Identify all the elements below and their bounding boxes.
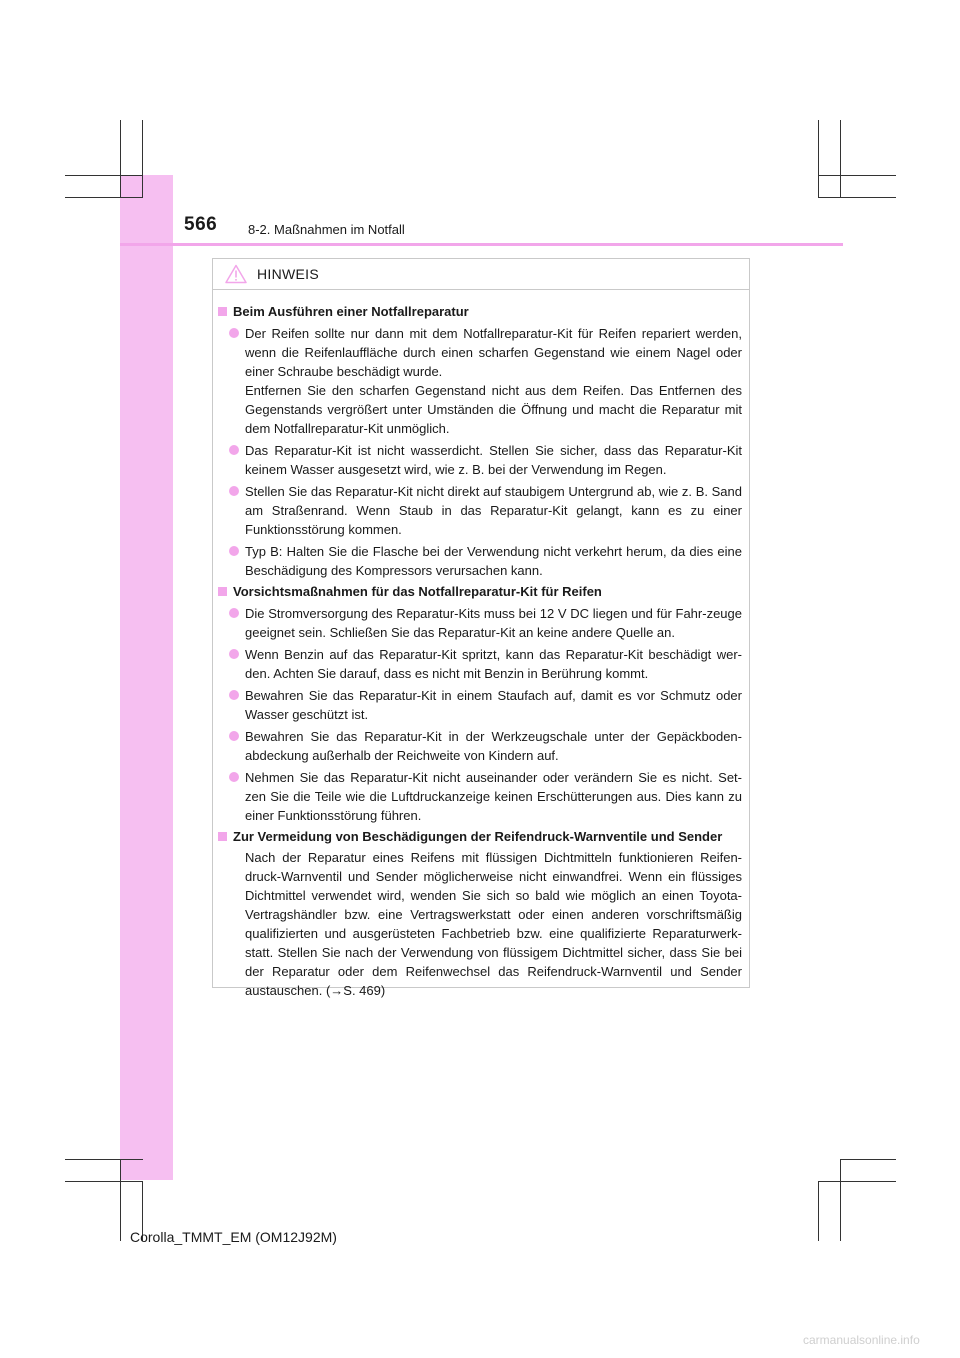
list-item [229, 324, 742, 438]
margin-color-band [120, 175, 173, 1180]
crop-mark [818, 120, 819, 198]
circle-bullet-icon [229, 546, 239, 556]
section-heading [217, 302, 742, 321]
circle-bullet-icon [229, 772, 239, 782]
crop-mark [65, 175, 143, 176]
crop-mark [818, 1181, 819, 1241]
list-item [229, 768, 742, 825]
notice-box [212, 258, 750, 998]
list-item [229, 604, 742, 642]
crop-mark [840, 1159, 841, 1241]
section-heading-text: Beim Ausführen einer Notfallreparatur [233, 304, 469, 319]
crop-mark [65, 1181, 143, 1182]
list-item-text: Der Reifen sollte nur dann mit dem Notfallreparatur-Kit für Reifen repariert werden, wenn die Reifenlauffläche durch einen scharfen Gegenstand wie einem Nagel oder einer Schraube beschädigt wurde. [245, 326, 742, 379]
list-item-text: Stellen Sie das Reparatur-Kit nicht direkt auf staubigem Untergrund ab, wie z. B. Sand am Straßenrand. Wenn Staub in das Reparatur-Kit gelangt, kann es zu einer Funktionsstörung kommen. [245, 484, 742, 537]
crop-mark [818, 197, 896, 198]
circle-bullet-icon [229, 649, 239, 659]
list-item-text: Nehmen Sie das Reparatur-Kit nicht auseinander oder verändern Sie es nicht. Set-zen Sie die Teile wie die Luftdruckanzeige keinen Erschütterungen aus. Dies kann zu einer Funktionsstörung führen. [245, 770, 742, 823]
paragraph: Nach der Reparatur eines Reifens mit flüssigen Dichtmitteln funktionieren Reifen-druck-Warnventil und Sender möglicherweise nicht einwandfrei. Wenn ein flüssiges Dichtmittel verwendet wird, wenden Sie sich so bald wie möglich an einen Toyota-Vertragshändler bzw. eine Vertragswerkstatt oder einen anderen vorschriftsmäßig qualifizierten und ausgerüsteten Fachbetrieb bzw. eine qualifizierte Reparaturwerk-statt. Stellen Sie nach der Verwendung von flüssigem Dichtmittel sicher, dass Sie bei der Reparatur oder dem Reifenwechsel das Reifendruck-Warnventil und Sender austauschen. (→S. 469) [245, 850, 742, 998]
square-bullet-icon [218, 832, 227, 841]
crop-mark [120, 1159, 121, 1241]
circle-bullet-icon [229, 486, 239, 496]
crop-mark [818, 175, 896, 176]
list-item [229, 686, 742, 724]
list-item-text: Typ B: Halten Sie die Flasche bei der Verwendung nicht verkehrt herum, da dies eine Beschädigung des Kompressors verursachen kann. [245, 544, 742, 578]
page-number: 566 [184, 214, 218, 235]
section-heading [217, 827, 742, 846]
list-item [229, 727, 742, 765]
list-item-text: Bewahren Sie das Reparatur-Kit in einem Staufach auf, damit es vor Schmutz oder Wasser geschützt ist. [245, 688, 742, 722]
document-code: Corolla_TMMT_EM (OM12J92M) [130, 1229, 337, 1245]
watermark: carmanualsonline.info [803, 1333, 920, 1347]
crop-mark [120, 120, 121, 198]
circle-bullet-icon [229, 328, 239, 338]
circle-bullet-icon [229, 445, 239, 455]
list-item [229, 482, 742, 539]
section-heading-text: Vorsichtsmaßnahmen für das Notfallreparatur-Kit für Reifen [233, 584, 602, 599]
crop-mark [840, 120, 841, 198]
section-heading-text: Zur Vermeidung von Beschädigungen der Reifendruck-Warnventile und Sender [233, 829, 723, 844]
notice-title: HINWEIS [257, 266, 319, 282]
list-item [229, 645, 742, 683]
section-heading [217, 582, 742, 601]
warning-triangle-icon [225, 264, 247, 284]
section-title: 8-2. Maßnahmen im Notfall [248, 222, 405, 237]
crop-mark [65, 197, 143, 198]
header-rule [120, 243, 843, 246]
crop-mark [142, 120, 143, 198]
crop-mark [818, 1181, 896, 1182]
list-item-text: Bewahren Sie das Reparatur-Kit in der Werkzeugschale unter der Gepäckboden-abdeckung außerhalb der Reichweite von Kindern auf. [245, 729, 742, 763]
crop-mark [65, 1159, 143, 1160]
list-item [229, 542, 742, 580]
list-item-text: Die Stromversorgung des Reparatur-Kits muss bei 12 V DC liegen und für Fahr-zeuge geeignet sein. Schließen Sie das Reparatur-Kit an keine andere Quelle an. [245, 606, 742, 640]
circle-bullet-icon [229, 690, 239, 700]
circle-bullet-icon [229, 731, 239, 741]
list-item-text: Entfernen Sie den scharfen Gegenstand nicht aus dem Reifen. Das Entfernen des Gegenstands vergrößert unter Umständen die Öffnung und macht die Reparatur mit dem Notfallreparatur-Kit unmöglich. [245, 383, 742, 436]
notice-body [213, 290, 749, 1000]
square-bullet-icon [218, 307, 227, 316]
square-bullet-icon [218, 587, 227, 596]
list-item-text: Das Reparatur-Kit ist nicht wasserdicht. Stellen Sie sicher, dass das Reparatur-Kit keinem Wasser ausgesetzt wird, wie z. B. bei der Verwendung im Regen. [245, 443, 742, 477]
crop-mark [840, 1159, 896, 1160]
notice-header [213, 259, 749, 290]
list-item [229, 441, 742, 479]
circle-bullet-icon [229, 608, 239, 618]
list-item-text: Wenn Benzin auf das Reparatur-Kit spritzt, kann das Reparatur-Kit beschädigt wer-den. Achten Sie darauf, dass es nicht mit Benzin in Berührung kommt. [245, 647, 742, 681]
